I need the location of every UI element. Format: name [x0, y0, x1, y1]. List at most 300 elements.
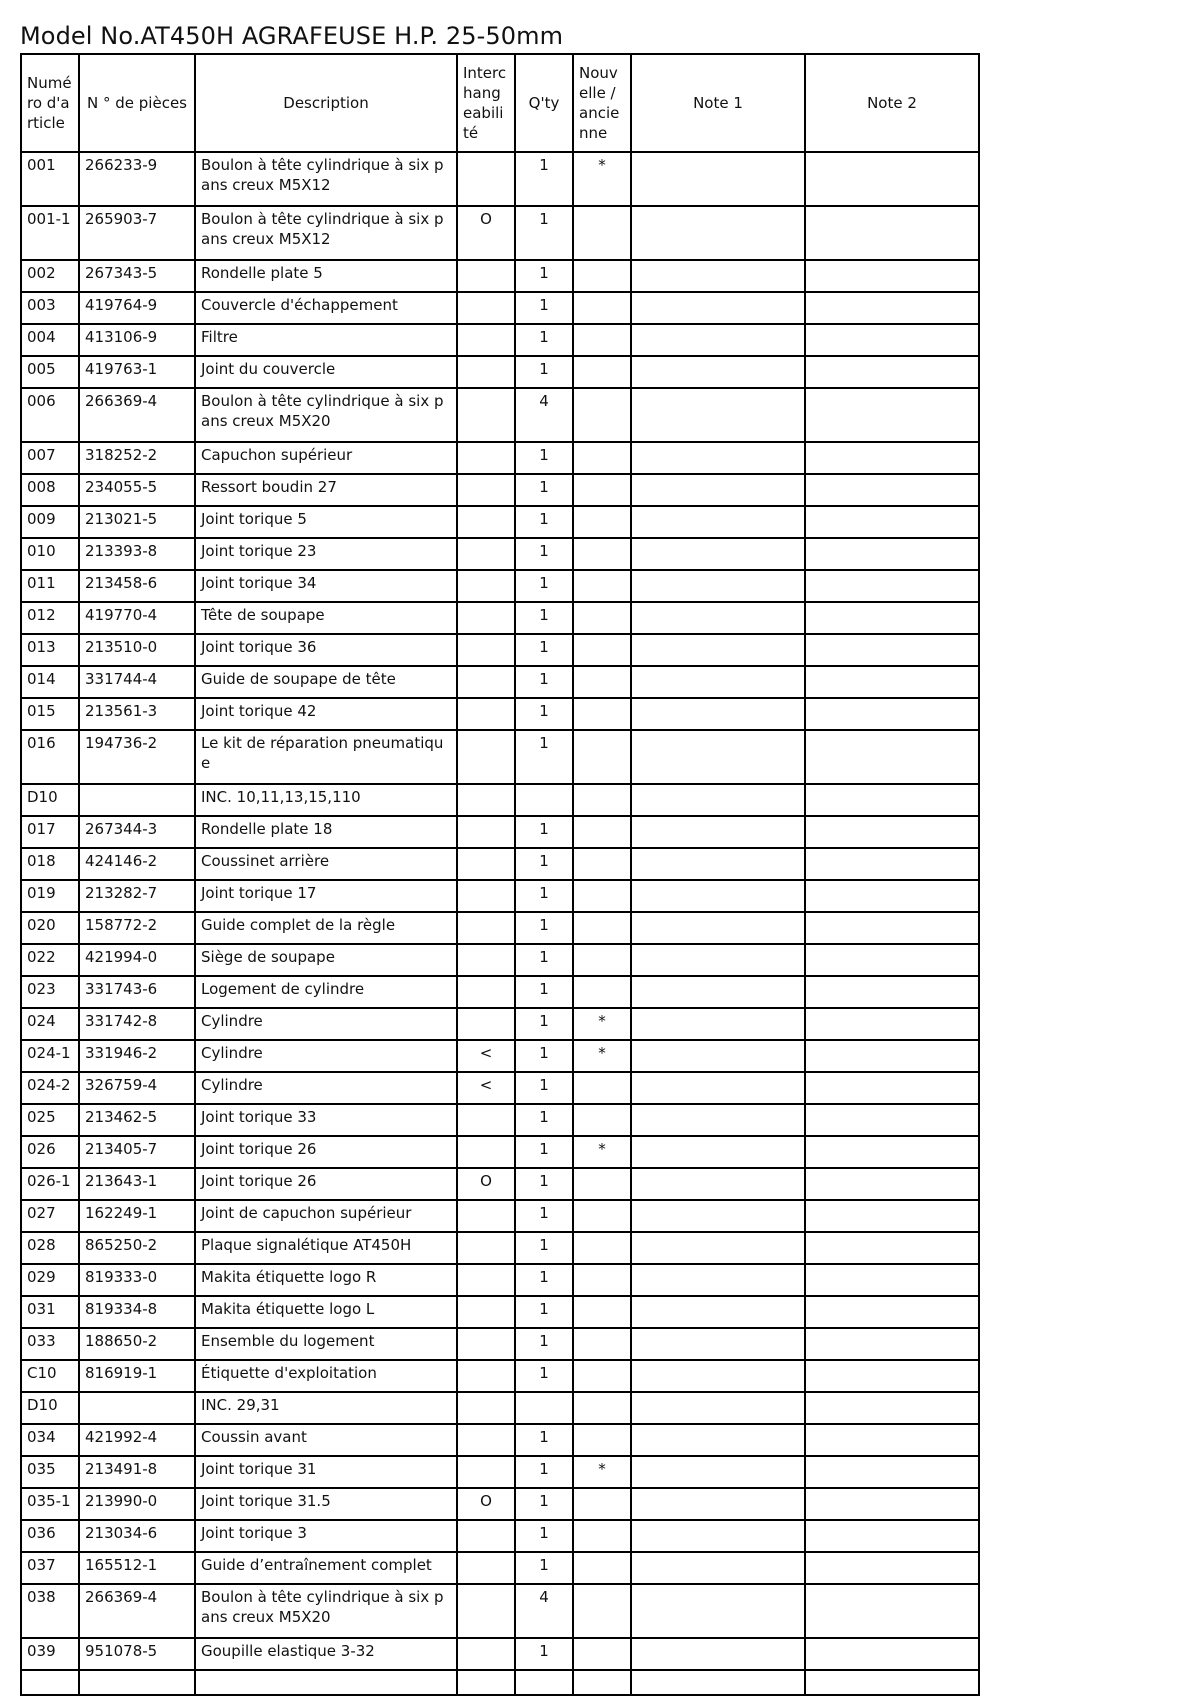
page-title: Model No.AT450H AGRAFEUSE H.P. 25-50mm [20, 22, 564, 50]
table-row [21, 206, 979, 260]
part-number-cell: 865250-2 [79, 1232, 195, 1264]
table-row [21, 292, 979, 324]
new-old-cell [573, 1520, 631, 1552]
header-description: Description [195, 54, 457, 152]
description-cell: Joint torique 3 [195, 1520, 457, 1552]
note-2-cell [805, 324, 979, 356]
interchangeability-cell [457, 976, 515, 1008]
interchangeability-cell [457, 1296, 515, 1328]
table-row [21, 784, 979, 816]
item-number-cell: 020 [21, 912, 79, 944]
description-cell: Rondelle plate 18 [195, 816, 457, 848]
description-cell: Ensemble du logement [195, 1328, 457, 1360]
description-cell: Couvercle d'échappement [195, 292, 457, 324]
quantity-cell: 1 [515, 634, 573, 666]
part-number-cell: 213491-8 [79, 1456, 195, 1488]
new-old-cell [573, 1232, 631, 1264]
note-2-cell [805, 1072, 979, 1104]
parts-table-body [21, 152, 979, 1695]
table-row [21, 1328, 979, 1360]
part-number-cell: 213034-6 [79, 1520, 195, 1552]
part-number-cell [79, 1392, 195, 1424]
new-old-cell [573, 912, 631, 944]
description-cell: Plaque signalétique AT450H [195, 1232, 457, 1264]
part-number-cell: 213405-7 [79, 1136, 195, 1168]
item-number-cell: 005 [21, 356, 79, 388]
item-number-cell: 033 [21, 1328, 79, 1360]
note-2-cell [805, 666, 979, 698]
table-row [21, 442, 979, 474]
note-1-cell [631, 356, 805, 388]
description-cell: Boulon à tête cylindrique à six pans creux M5X20 [195, 1584, 457, 1638]
new-old-cell [573, 1072, 631, 1104]
item-number-cell: 024-1 [21, 1040, 79, 1072]
description-cell: Boulon à tête cylindrique à six pans creux M5X20 [195, 388, 457, 442]
note-2-cell [805, 698, 979, 730]
new-old-cell [573, 1360, 631, 1392]
part-number-cell: 413106-9 [79, 324, 195, 356]
item-number-cell: 009 [21, 506, 79, 538]
table-row [21, 1136, 979, 1168]
part-number-cell: 421994-0 [79, 944, 195, 976]
note-1-cell [631, 1552, 805, 1584]
interchangeability-cell: O [457, 1168, 515, 1200]
note-2-cell [805, 1392, 979, 1424]
item-number-cell: 035 [21, 1456, 79, 1488]
note-1-cell [631, 880, 805, 912]
item-number-cell: 038 [21, 1584, 79, 1638]
interchangeability-cell: < [457, 1040, 515, 1072]
interchangeability-cell [457, 1392, 515, 1424]
description-cell: Siège de soupape [195, 944, 457, 976]
interchangeability-cell [457, 1104, 515, 1136]
interchangeability-cell [457, 570, 515, 602]
quantity-cell: 1 [515, 848, 573, 880]
interchangeability-cell [457, 1008, 515, 1040]
description-cell: Goupille elastique 3-32 [195, 1638, 457, 1670]
part-number-cell: 419763-1 [79, 356, 195, 388]
part-number-cell: 419770-4 [79, 602, 195, 634]
new-old-cell [573, 356, 631, 388]
new-old-cell [573, 1328, 631, 1360]
table-row [21, 260, 979, 292]
note-2-cell [805, 1328, 979, 1360]
new-old-cell [573, 816, 631, 848]
quantity-cell: 1 [515, 1296, 573, 1328]
quantity-cell: 1 [515, 730, 573, 784]
part-number-cell: 819334-8 [79, 1296, 195, 1328]
note-2-cell [805, 356, 979, 388]
description-cell: Joint de capuchon supérieur [195, 1200, 457, 1232]
table-row [21, 1296, 979, 1328]
part-number-cell: 331743-6 [79, 976, 195, 1008]
quantity-cell: 1 [515, 1638, 573, 1670]
note-1-cell [631, 1638, 805, 1670]
interchangeability-cell [457, 1638, 515, 1670]
item-number-cell: 023 [21, 976, 79, 1008]
note-1-cell [631, 1392, 805, 1424]
note-2-cell [805, 1584, 979, 1638]
table-row [21, 506, 979, 538]
header-new-old: Nouvelle / ancienne [573, 54, 631, 152]
note-2-cell [805, 1552, 979, 1584]
note-2-cell [805, 1520, 979, 1552]
description-cell: Boulon à tête cylindrique à six pans creux M5X12 [195, 152, 457, 206]
quantity-cell: 1 [515, 260, 573, 292]
new-old-cell [573, 1200, 631, 1232]
table-row [21, 602, 979, 634]
part-number-cell: 267344-3 [79, 816, 195, 848]
note-2-cell [805, 206, 979, 260]
interchangeability-cell [457, 1360, 515, 1392]
quantity-cell: 1 [515, 1456, 573, 1488]
note-2-cell [805, 1360, 979, 1392]
new-old-cell [573, 602, 631, 634]
note-1-cell [631, 1200, 805, 1232]
quantity-cell: 1 [515, 976, 573, 1008]
note-2-cell [805, 1232, 979, 1264]
note-1-cell [631, 976, 805, 1008]
item-number-cell: C10 [21, 1360, 79, 1392]
table-row [21, 976, 979, 1008]
note-1-cell [631, 570, 805, 602]
note-2-cell [805, 848, 979, 880]
quantity-cell: 1 [515, 442, 573, 474]
note-2-cell [805, 1264, 979, 1296]
interchangeability-cell [457, 816, 515, 848]
table-row [21, 324, 979, 356]
quantity-cell: 1 [515, 1104, 573, 1136]
note-1-cell [631, 324, 805, 356]
interchangeability-cell [457, 1520, 515, 1552]
description-cell: Joint torique 31.5 [195, 1488, 457, 1520]
quantity-cell: 1 [515, 912, 573, 944]
new-old-cell [573, 506, 631, 538]
note-1-cell [631, 602, 805, 634]
note-1-cell [631, 1488, 805, 1520]
item-number-cell: 014 [21, 666, 79, 698]
table-row [21, 1456, 979, 1488]
new-old-cell [573, 784, 631, 816]
item-number-cell: 039 [21, 1638, 79, 1670]
quantity-cell: 1 [515, 1328, 573, 1360]
note-1-cell [631, 538, 805, 570]
item-number-cell: 002 [21, 260, 79, 292]
interchangeability-cell [457, 698, 515, 730]
quantity-cell: 1 [515, 1264, 573, 1296]
quantity-cell: 1 [515, 324, 573, 356]
note-2-cell [805, 538, 979, 570]
part-number-cell: 421992-4 [79, 1424, 195, 1456]
quantity-cell: 1 [515, 1168, 573, 1200]
new-old-cell: * [573, 152, 631, 206]
note-1-cell [631, 1232, 805, 1264]
table-row [21, 1392, 979, 1424]
table-row [21, 1264, 979, 1296]
quantity-cell: 1 [515, 506, 573, 538]
interchangeability-cell [457, 1200, 515, 1232]
header-interchangeability: Interchangeabilité [457, 54, 515, 152]
description-cell: Joint torique 31 [195, 1456, 457, 1488]
new-old-cell [573, 944, 631, 976]
item-number-cell: 026-1 [21, 1168, 79, 1200]
description-cell: Ressort boudin 27 [195, 474, 457, 506]
new-old-cell [573, 666, 631, 698]
description-cell: Guide de soupape de tête [195, 666, 457, 698]
note-1-cell [631, 1584, 805, 1638]
note-2-cell [805, 388, 979, 442]
interchangeability-cell [457, 1552, 515, 1584]
interchangeability-cell [457, 634, 515, 666]
item-number-cell: 011 [21, 570, 79, 602]
note-2-cell [805, 1008, 979, 1040]
interchangeability-cell [457, 1584, 515, 1638]
table-row [21, 1040, 979, 1072]
note-2-cell [805, 474, 979, 506]
quantity-cell: 1 [515, 1232, 573, 1264]
note-2-cell [805, 1136, 979, 1168]
interchangeability-cell [457, 292, 515, 324]
interchangeability-cell [457, 356, 515, 388]
description-cell: Guide complet de la règle [195, 912, 457, 944]
note-1-cell [631, 1456, 805, 1488]
interchangeability-cell: O [457, 206, 515, 260]
table-row [21, 1232, 979, 1264]
interchangeability-cell [457, 1232, 515, 1264]
quantity-cell: 1 [515, 152, 573, 206]
part-number-cell: 951078-5 [79, 1638, 195, 1670]
part-number-cell: 331946-2 [79, 1040, 195, 1072]
note-1-cell [631, 666, 805, 698]
description-cell: INC. 10,11,13,15,110 [195, 784, 457, 816]
interchangeability-cell [457, 538, 515, 570]
part-number-cell: 234055-5 [79, 474, 195, 506]
part-number-cell: 188650-2 [79, 1328, 195, 1360]
new-old-cell [573, 1392, 631, 1424]
interchangeability-cell [457, 848, 515, 880]
quantity-cell: 1 [515, 1072, 573, 1104]
description-cell: Logement de cylindre [195, 976, 457, 1008]
note-2-cell [805, 816, 979, 848]
interchangeability-cell [457, 666, 515, 698]
description-cell: Joint torique 36 [195, 634, 457, 666]
new-old-cell [573, 388, 631, 442]
table-row [21, 1072, 979, 1104]
note-1-cell [631, 816, 805, 848]
new-old-cell [573, 1488, 631, 1520]
interchangeability-cell [457, 1328, 515, 1360]
note-2-cell [805, 880, 979, 912]
part-number-cell: 213990-0 [79, 1488, 195, 1520]
quantity-cell: 1 [515, 356, 573, 388]
part-number-cell: 819333-0 [79, 1264, 195, 1296]
quantity-cell: 1 [515, 1520, 573, 1552]
note-1-cell [631, 1008, 805, 1040]
interchangeability-cell [457, 388, 515, 442]
quantity-cell: 1 [515, 602, 573, 634]
description-cell: Coussin avant [195, 1424, 457, 1456]
note-2-cell [805, 292, 979, 324]
part-number-cell: 213458-6 [79, 570, 195, 602]
item-number-cell: 028 [21, 1232, 79, 1264]
quantity-cell: 1 [515, 944, 573, 976]
interchangeability-cell [457, 474, 515, 506]
part-number-cell: 266233-9 [79, 152, 195, 206]
item-number-cell: 016 [21, 730, 79, 784]
new-old-cell [573, 848, 631, 880]
note-1-cell [631, 1424, 805, 1456]
item-number-cell: 008 [21, 474, 79, 506]
new-old-cell [573, 1638, 631, 1670]
table-row [21, 634, 979, 666]
new-old-cell [573, 1552, 631, 1584]
part-number-cell: 213643-1 [79, 1168, 195, 1200]
note-2-cell [805, 784, 979, 816]
interchangeability-cell [457, 442, 515, 474]
item-number-cell: 031 [21, 1296, 79, 1328]
table-row [21, 538, 979, 570]
interchangeability-cell [457, 1456, 515, 1488]
note-2-cell [805, 1488, 979, 1520]
part-number-cell: 213282-7 [79, 880, 195, 912]
quantity-cell: 1 [515, 816, 573, 848]
description-cell: Rondelle plate 5 [195, 260, 457, 292]
new-old-cell [573, 442, 631, 474]
table-row [21, 1168, 979, 1200]
new-old-cell [573, 634, 631, 666]
note-2-cell [805, 912, 979, 944]
table-header-row [21, 54, 979, 152]
header-quantity: Q'ty [515, 54, 573, 152]
description-cell: Cylindre [195, 1008, 457, 1040]
part-number-cell: 266369-4 [79, 388, 195, 442]
new-old-cell [573, 324, 631, 356]
new-old-cell [573, 1168, 631, 1200]
interchangeability-cell [457, 1136, 515, 1168]
quantity-cell: 4 [515, 388, 573, 442]
note-1-cell [631, 1040, 805, 1072]
item-number-cell: 022 [21, 944, 79, 976]
description-cell: Joint torique 33 [195, 1104, 457, 1136]
note-2-cell [805, 1424, 979, 1456]
item-number-cell: 018 [21, 848, 79, 880]
new-old-cell [573, 1104, 631, 1136]
table-row [21, 1584, 979, 1638]
new-old-cell [573, 698, 631, 730]
note-1-cell [631, 634, 805, 666]
table-row [21, 388, 979, 442]
item-number-cell: 025 [21, 1104, 79, 1136]
description-cell: Boulon à tête cylindrique à six pans creux M5X12 [195, 206, 457, 260]
table-row [21, 666, 979, 698]
note-1-cell [631, 848, 805, 880]
interchangeability-cell: O [457, 1488, 515, 1520]
quantity-cell: 1 [515, 1008, 573, 1040]
item-number-cell: D10 [21, 1392, 79, 1424]
item-number-cell: 003 [21, 292, 79, 324]
new-old-cell [573, 730, 631, 784]
table-row [21, 848, 979, 880]
note-1-cell [631, 1264, 805, 1296]
part-number-cell: 213021-5 [79, 506, 195, 538]
note-1-cell [631, 912, 805, 944]
item-number-cell: 035-1 [21, 1488, 79, 1520]
note-1-cell [631, 1328, 805, 1360]
description-cell: Makita étiquette logo R [195, 1264, 457, 1296]
interchangeability-cell [457, 602, 515, 634]
new-old-cell [573, 474, 631, 506]
note-2-cell [805, 730, 979, 784]
part-number-cell: 266369-4 [79, 1584, 195, 1638]
interchangeability-cell [457, 324, 515, 356]
note-1-cell [631, 784, 805, 816]
new-old-cell [573, 260, 631, 292]
new-old-cell [573, 880, 631, 912]
note-2-cell [805, 634, 979, 666]
note-2-cell [805, 944, 979, 976]
note-2-cell [805, 602, 979, 634]
note-1-cell [631, 506, 805, 538]
header-part-number: N ° de pièces [79, 54, 195, 152]
part-number-cell [79, 784, 195, 816]
table-row [21, 1424, 979, 1456]
note-1-cell [631, 206, 805, 260]
part-number-cell: 326759-4 [79, 1072, 195, 1104]
new-old-cell [573, 1264, 631, 1296]
note-1-cell [631, 1520, 805, 1552]
note-1-cell [631, 730, 805, 784]
table-row [21, 152, 979, 206]
description-cell: Capuchon supérieur [195, 442, 457, 474]
item-number-cell: 026 [21, 1136, 79, 1168]
header-item-number: Numéro d'article [21, 54, 79, 152]
note-1-cell [631, 442, 805, 474]
new-old-cell: * [573, 1040, 631, 1072]
table-row [21, 1200, 979, 1232]
part-number-cell: 165512-1 [79, 1552, 195, 1584]
part-number-cell: 158772-2 [79, 912, 195, 944]
new-old-cell [573, 292, 631, 324]
quantity-cell: 1 [515, 1200, 573, 1232]
description-cell: Cylindre [195, 1072, 457, 1104]
quantity-cell: 1 [515, 1552, 573, 1584]
table-row [21, 698, 979, 730]
description-cell: Guide d’entraînement complet [195, 1552, 457, 1584]
note-2-cell [805, 1200, 979, 1232]
table-row [21, 912, 979, 944]
new-old-cell [573, 1584, 631, 1638]
header-note-1: Note 1 [631, 54, 805, 152]
item-number-cell: 027 [21, 1200, 79, 1232]
note-1-cell [631, 1168, 805, 1200]
note-2-cell [805, 442, 979, 474]
note-2-cell [805, 1040, 979, 1072]
item-number-cell: D10 [21, 784, 79, 816]
description-cell: Étiquette d'exploitation [195, 1360, 457, 1392]
note-1-cell [631, 944, 805, 976]
description-cell: Coussinet arrière [195, 848, 457, 880]
new-old-cell [573, 976, 631, 1008]
note-2-cell [805, 260, 979, 292]
quantity-cell: 1 [515, 1136, 573, 1168]
description-cell: Filtre [195, 324, 457, 356]
description-cell: Le kit de réparation pneumatique [195, 730, 457, 784]
part-number-cell: 419764-9 [79, 292, 195, 324]
quantity-cell [515, 784, 573, 816]
table-row [21, 356, 979, 388]
description-cell: INC. 29,31 [195, 1392, 457, 1424]
note-2-cell [805, 506, 979, 538]
